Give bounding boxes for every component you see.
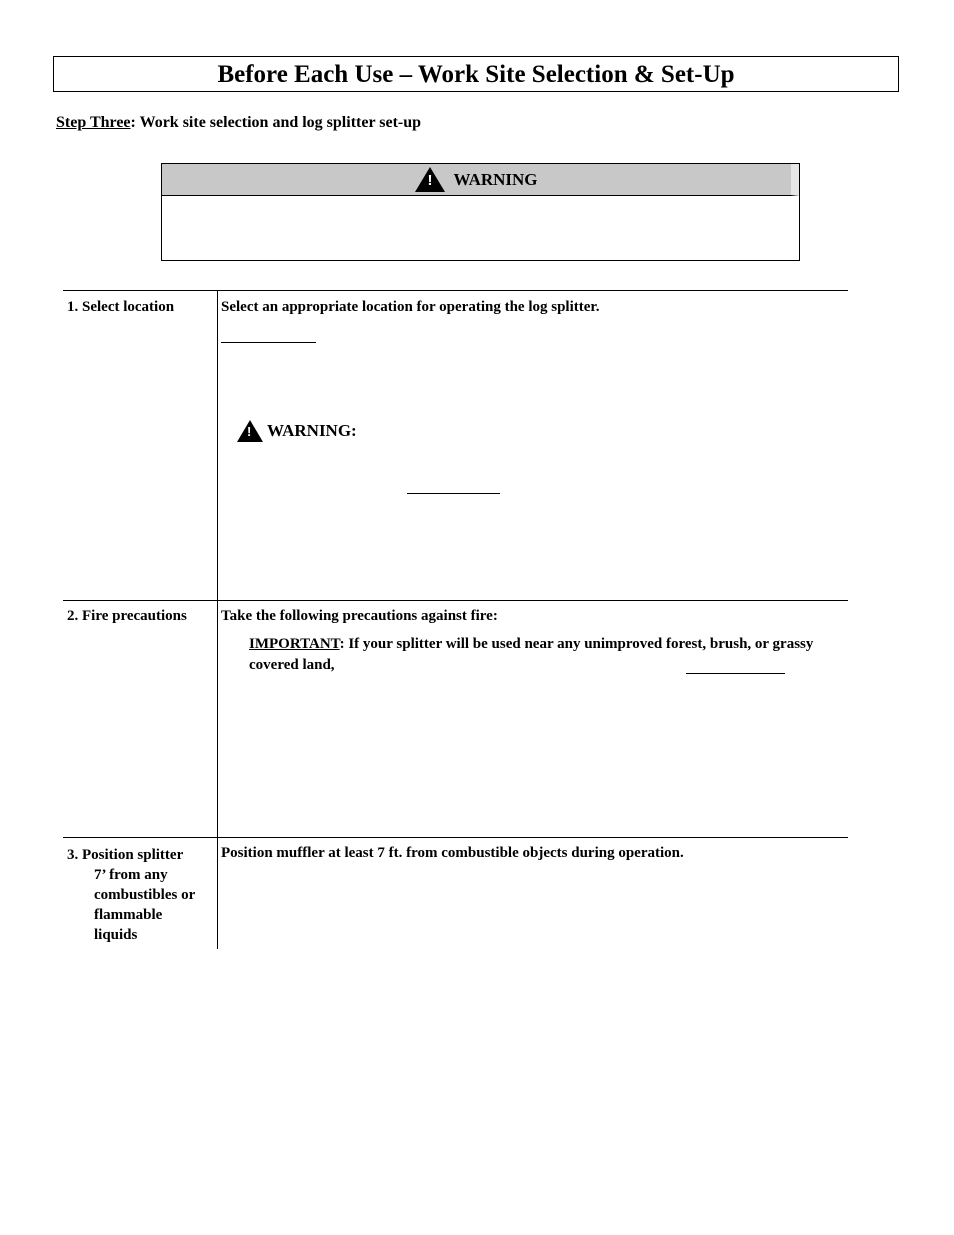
important-note <box>249 634 849 676</box>
row-3-label-line: 7’ from any <box>94 867 168 883</box>
warning-box-heading: WARNING <box>453 169 538 189</box>
row-3-label-line: combustibles or <box>94 887 196 903</box>
row-1-text: Select an appropriate location for operating the log splitter. <box>221 299 600 315</box>
column-divider <box>217 290 218 949</box>
row-3-label <box>67 845 195 945</box>
row-3-label-line: flammable <box>94 907 163 923</box>
page-title: Before Each Use – Work Site Selection & Set-Up <box>217 61 735 88</box>
blank-underline <box>221 342 316 343</box>
step-heading <box>56 114 421 132</box>
row-2-label: 2. Fire precautions <box>67 608 187 624</box>
row-1-label: 1. Select location <box>67 299 175 315</box>
row-3-text: Position muffler at least 7 ft. from combustible objects during operation. <box>221 845 684 861</box>
inline-warning <box>237 420 357 442</box>
important-label: IMPORTANT <box>249 636 340 652</box>
step-text: : Work site selection and log splitter set-up <box>130 114 422 131</box>
title-box <box>53 56 899 92</box>
inline-warning-label: WARNING: <box>267 421 357 440</box>
blank-underline <box>686 673 785 674</box>
important-text: : If your splitter will be used near any unimproved forest, brush, or grassy covered land, <box>249 636 814 673</box>
table-top-rule <box>63 290 848 291</box>
row-2-text: Take the following precautions against fire: <box>221 608 498 624</box>
row-3-label-line: 3. Position splitter <box>67 847 184 863</box>
blank-underline <box>407 493 500 494</box>
warning-box <box>161 163 800 261</box>
step-label: Step Three <box>56 114 131 131</box>
row-3-label-line: liquids <box>94 927 138 943</box>
row-divider-2 <box>63 837 848 838</box>
row-divider-1 <box>63 600 848 601</box>
warning-triangle-icon <box>237 420 263 442</box>
warning-box-header <box>162 164 799 196</box>
warning-triangle-icon <box>415 167 445 192</box>
